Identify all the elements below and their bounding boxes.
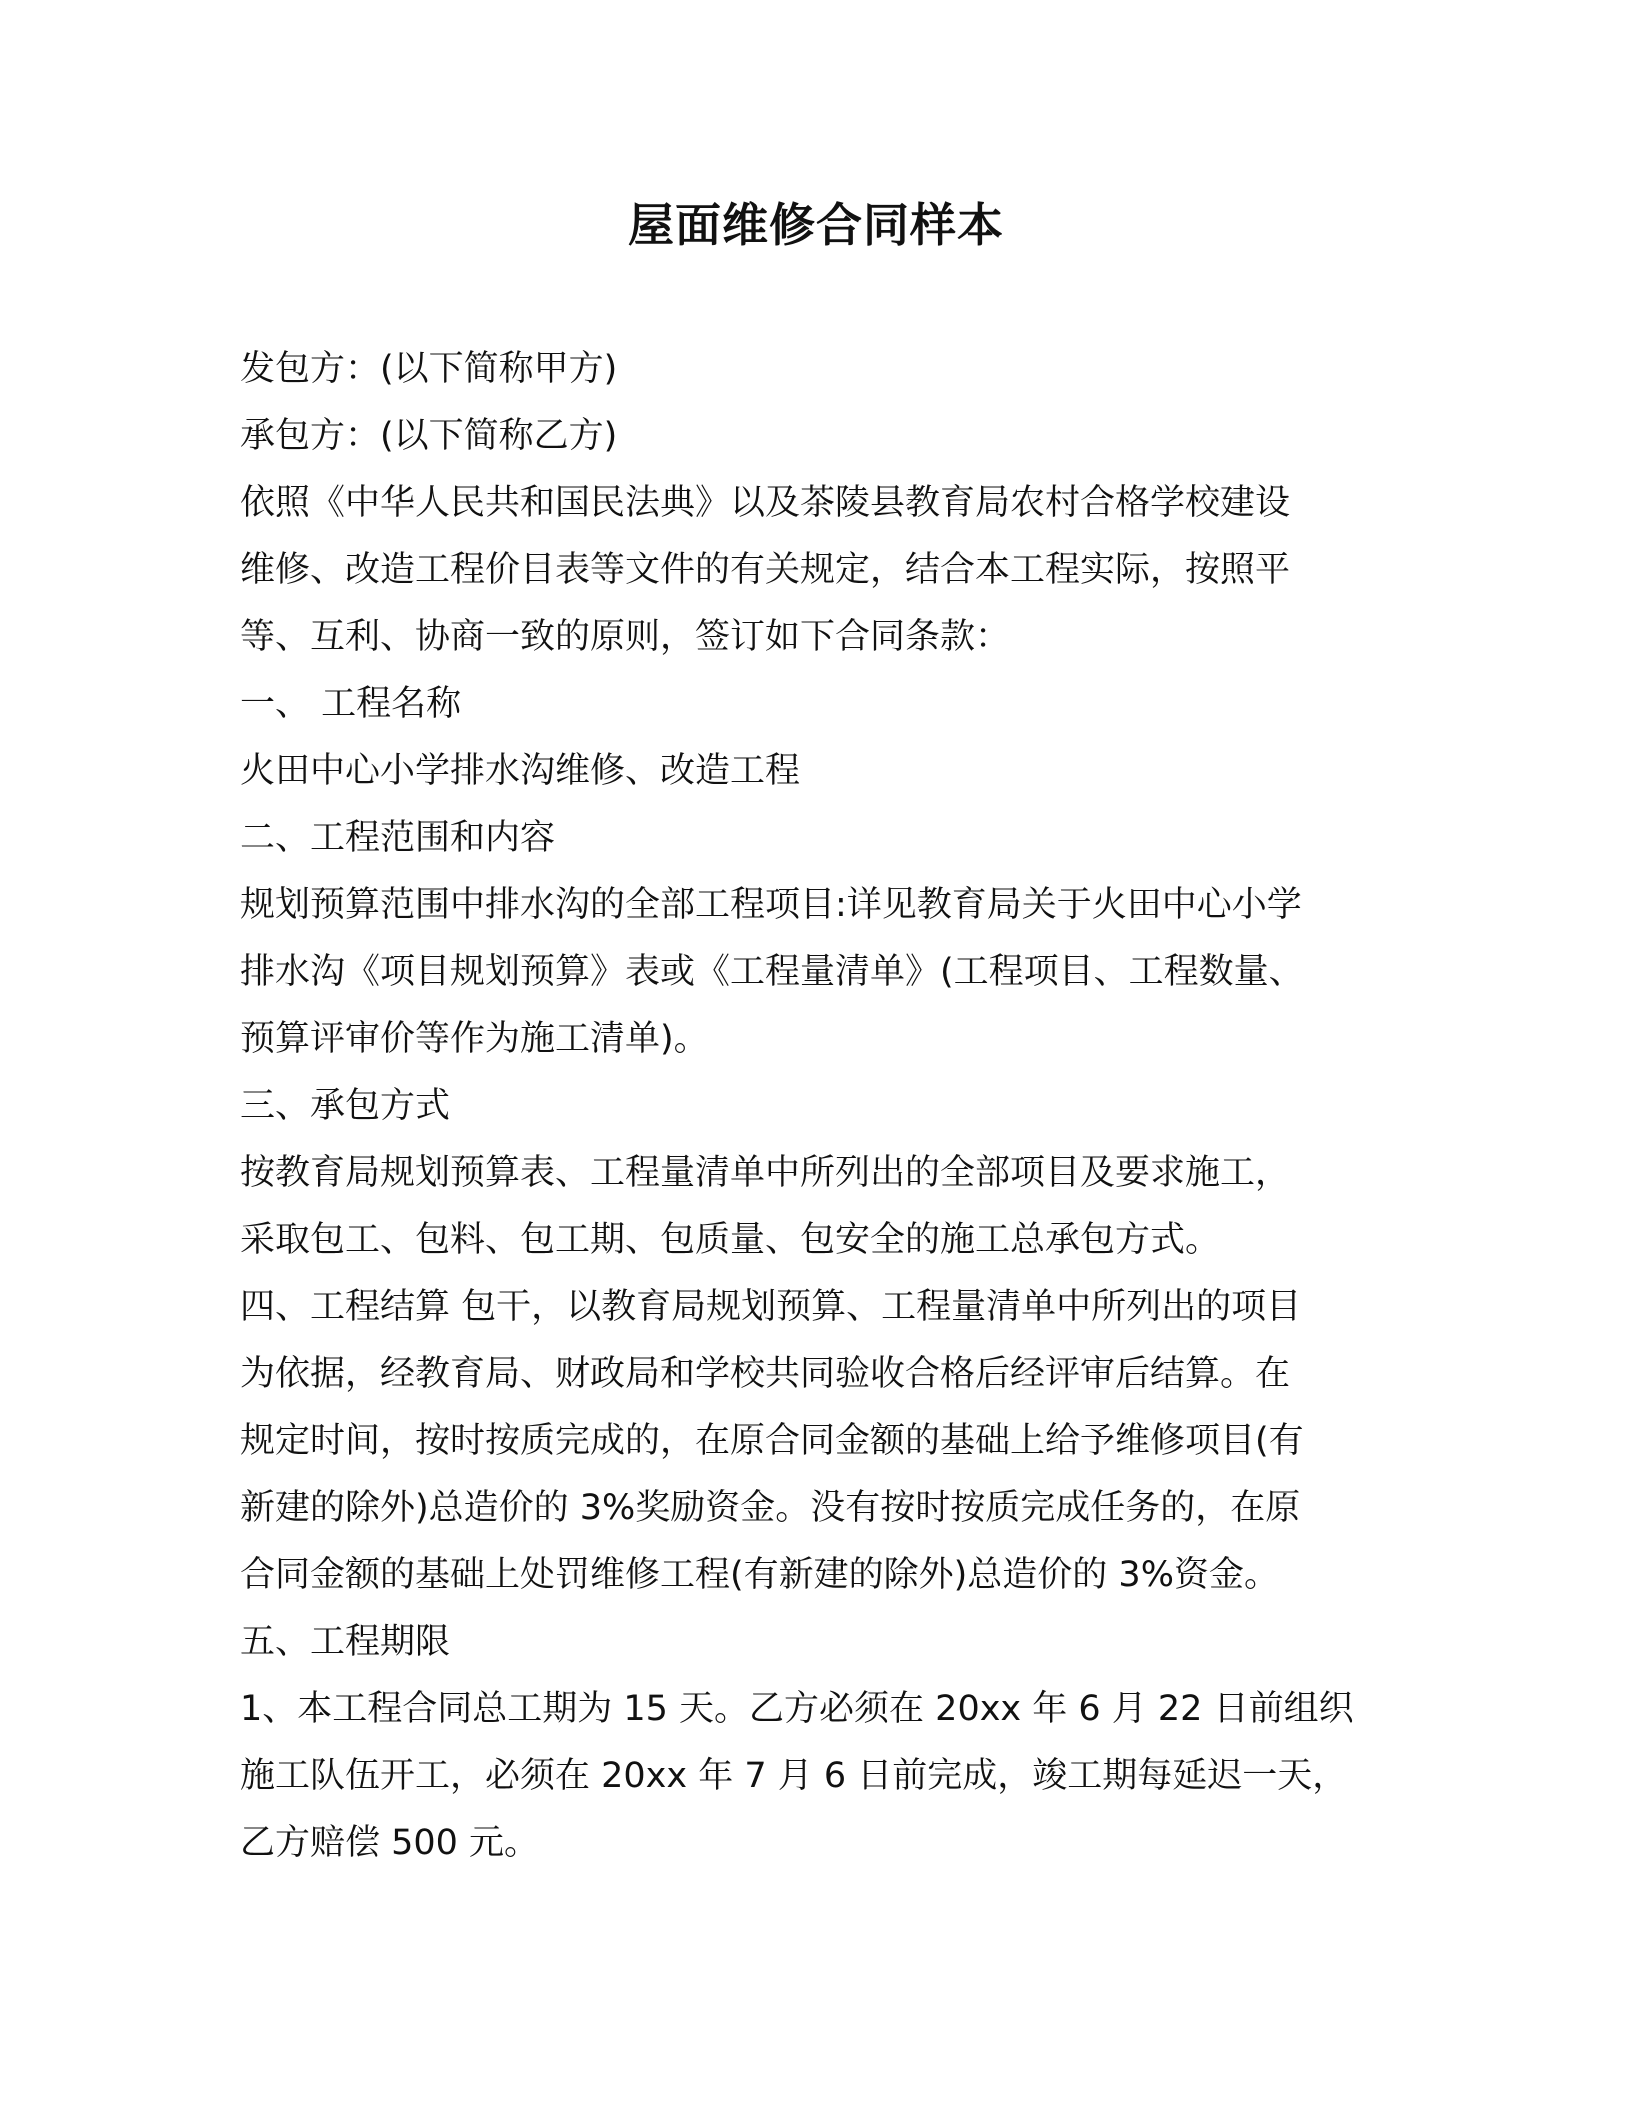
party-a-line: 发包方：(以下简称甲方)	[240, 349, 618, 389]
document-body	[240, 336, 1390, 1877]
section-2-line-1: 规划预算范围中排水沟的全部工程项目:详见教育局关于火田中心小学	[240, 885, 1302, 925]
section-4-line-1: 四、工程结算 包干，以教育局规划预算、工程量清单中所列出的项目	[240, 1287, 1302, 1327]
section-3-heading: 三、承包方式	[240, 1086, 451, 1126]
section-5-line-1: 1、本工程合同总工期为 15 天。乙方必须在 20xx 年 6 月 22 日前组织	[240, 1689, 1354, 1729]
section-3-line-2: 采取包工、包料、包工期、包质量、包安全的施工总承包方式。	[240, 1220, 1221, 1260]
preamble-line-2: 维修、改造工程价目表等文件的有关规定，结合本工程实际，按照平	[240, 550, 1291, 590]
section-4-line-5: 合同金额的基础上处罚维修工程(有新建的除外)总造价的 3%资金。	[240, 1555, 1279, 1595]
party-b-line: 承包方：(以下简称乙方)	[240, 416, 618, 456]
section-2-line-3: 预算评审价等作为施工清单)。	[240, 1019, 709, 1059]
section-5-line-3: 乙方赔偿 500 元。	[240, 1823, 540, 1863]
section-2-heading: 二、工程范围和内容	[240, 818, 556, 858]
document-title: 屋面维修合同样本	[628, 198, 1004, 252]
section-4-line-2: 为依据，经教育局、财政局和学校共同验收合格后经评审后结算。在	[240, 1354, 1291, 1394]
section-4-line-4: 新建的除外)总造价的 3%奖励资金。没有按时按质完成任务的，在原	[240, 1488, 1301, 1528]
section-1-heading: 一、 工程名称	[240, 684, 462, 724]
preamble-line-1: 依照《中华人民共和国民法典》以及茶陵县教育局农村合格学校建设	[240, 483, 1291, 523]
section-2-line-2: 排水沟《项目规划预算》表或《工程量清单》(工程项目、工程数量、	[240, 952, 1304, 992]
preamble-line-3: 等、互利、协商一致的原则，签订如下合同条款：	[240, 617, 1011, 657]
section-5-heading: 五、工程期限	[240, 1622, 451, 1662]
section-5-line-2: 施工队伍开工，必须在 20xx 年 7 月 6 日前完成，竣工期每延迟一天，	[240, 1756, 1348, 1796]
section-1-content: 火田中心小学排水沟维修、改造工程	[240, 751, 801, 791]
section-4-line-3: 规定时间，按时按质完成的，在原合同金额的基础上给予维修项目(有	[240, 1421, 1304, 1461]
section-3-line-1: 按教育局规划预算表、工程量清单中所列出的全部项目及要求施工，	[240, 1153, 1291, 1193]
